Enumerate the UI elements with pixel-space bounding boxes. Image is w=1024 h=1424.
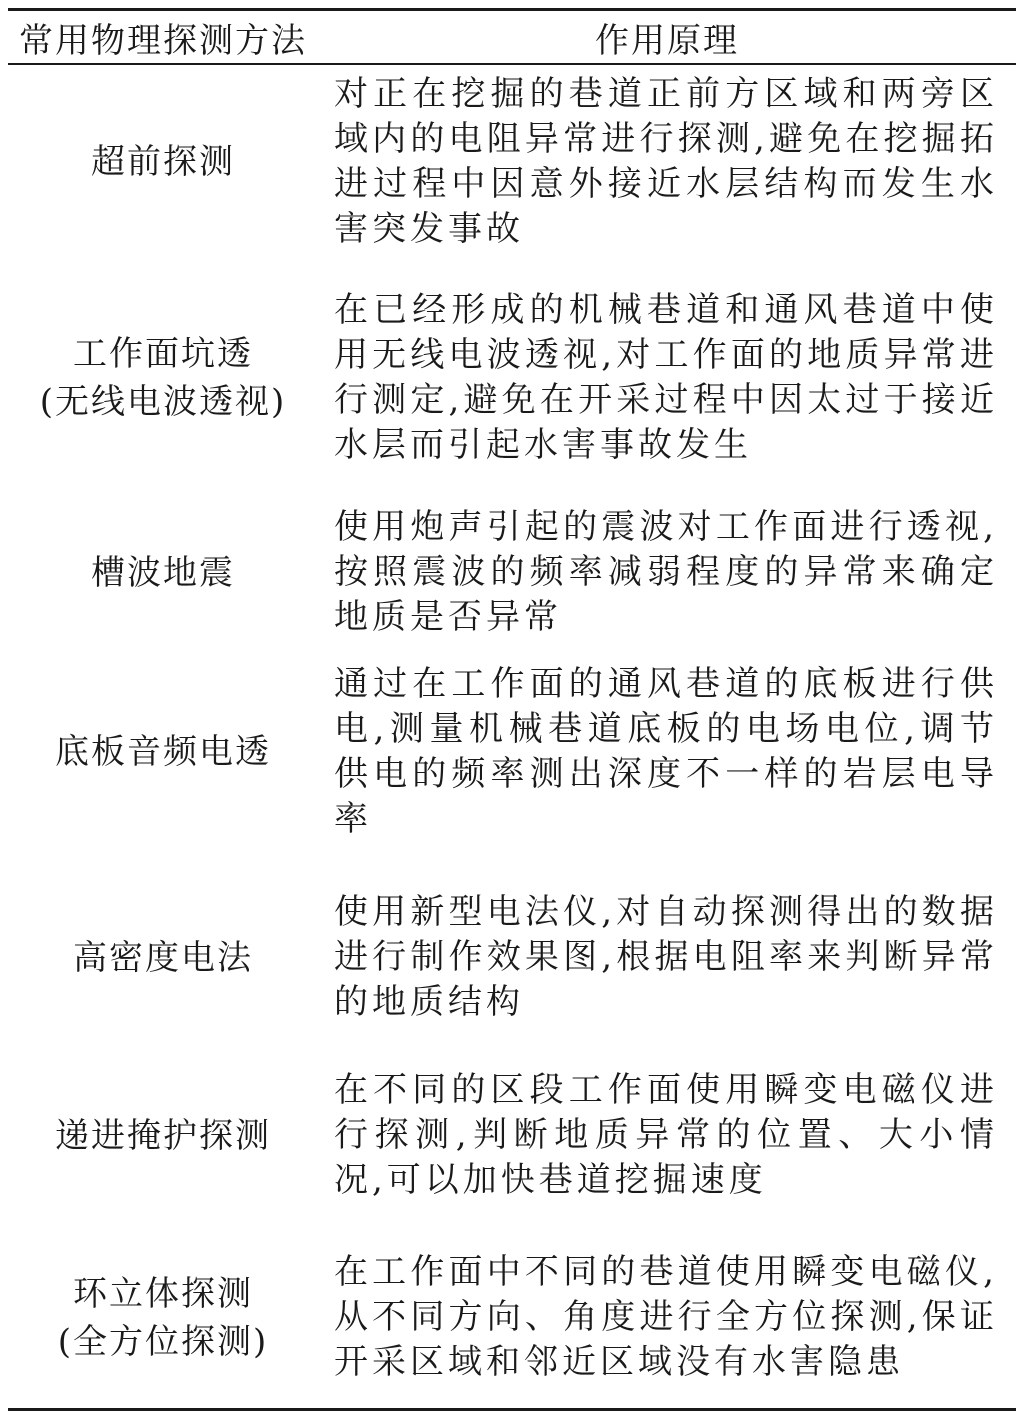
bottom-rule xyxy=(8,1408,1016,1411)
header-principle: 作用原理 xyxy=(595,20,739,61)
table-row xyxy=(8,288,1016,468)
method-name: 高密度电法 xyxy=(73,937,253,978)
method-name: 底板音频电透 xyxy=(55,732,271,772)
principle-cell: 在工作面中不同的巷道使用瞬变电磁仪,从不同方向、角度进行全方位探测,保证开采区域和邻近区域没有水害隐患 xyxy=(334,1252,998,1382)
principle-cell: 通过在工作面的通风巷道的底板进行供电,测量机械巷道底板的电场电位,调节供电的频率测出深度不一样的岩层电导率 xyxy=(334,664,998,839)
top-rule xyxy=(8,8,1016,11)
method-cell xyxy=(8,288,318,468)
method-name: 超前探测 xyxy=(91,142,235,182)
method-cell xyxy=(8,72,318,252)
method-cell xyxy=(8,505,318,640)
header-method: 常用物理探测方法 xyxy=(19,20,307,61)
method-note: (全方位探测) xyxy=(57,1321,269,1362)
method-name: 递进掩护探测 xyxy=(55,1115,271,1156)
method-name: 槽波地震 xyxy=(91,552,235,593)
method-cell xyxy=(8,1068,318,1203)
principle-cell: 在不同的区段工作面使用瞬变电磁仪进行探测,判断地质异常的位置、大小情况,可以加快巷道挖掘速度 xyxy=(334,1070,998,1200)
table-row xyxy=(8,1250,1016,1385)
method-cell xyxy=(8,890,318,1025)
method-name: 环立体探测 xyxy=(73,1273,253,1314)
method-cell xyxy=(8,1250,318,1385)
principle-cell: 使用炮声引起的震波对工作面进行透视,按照震波的频率减弱程度的异常来确定地质是否异常 xyxy=(334,507,998,637)
table-row xyxy=(8,505,1016,640)
table-row xyxy=(8,1068,1016,1203)
method-cell xyxy=(8,662,318,842)
principle-cell: 使用新型电法仪,对自动探测得出的数据进行制作效果图,根据电阻率来判断异常的地质结构 xyxy=(334,892,998,1022)
principle-cell: 在已经形成的机械巷道和通风巷道中使用无线电波透视,对工作面的地质异常进行测定,避免在开采过程中因太过于接近水层而引起水害事故发生 xyxy=(334,290,998,465)
table-row xyxy=(8,890,1016,1025)
method-name: 工作面坑透 xyxy=(73,334,253,374)
table-row xyxy=(8,662,1016,842)
principle-cell: 对正在挖掘的巷道正前方区域和两旁区域内的电阻异常进行探测,避免在挖掘拓进过程中因意外接近水层结构而发生水害突发事故 xyxy=(334,74,998,249)
header-rule xyxy=(8,63,1016,65)
method-note: (无线电波透视) xyxy=(39,382,287,422)
table-row xyxy=(8,72,1016,252)
